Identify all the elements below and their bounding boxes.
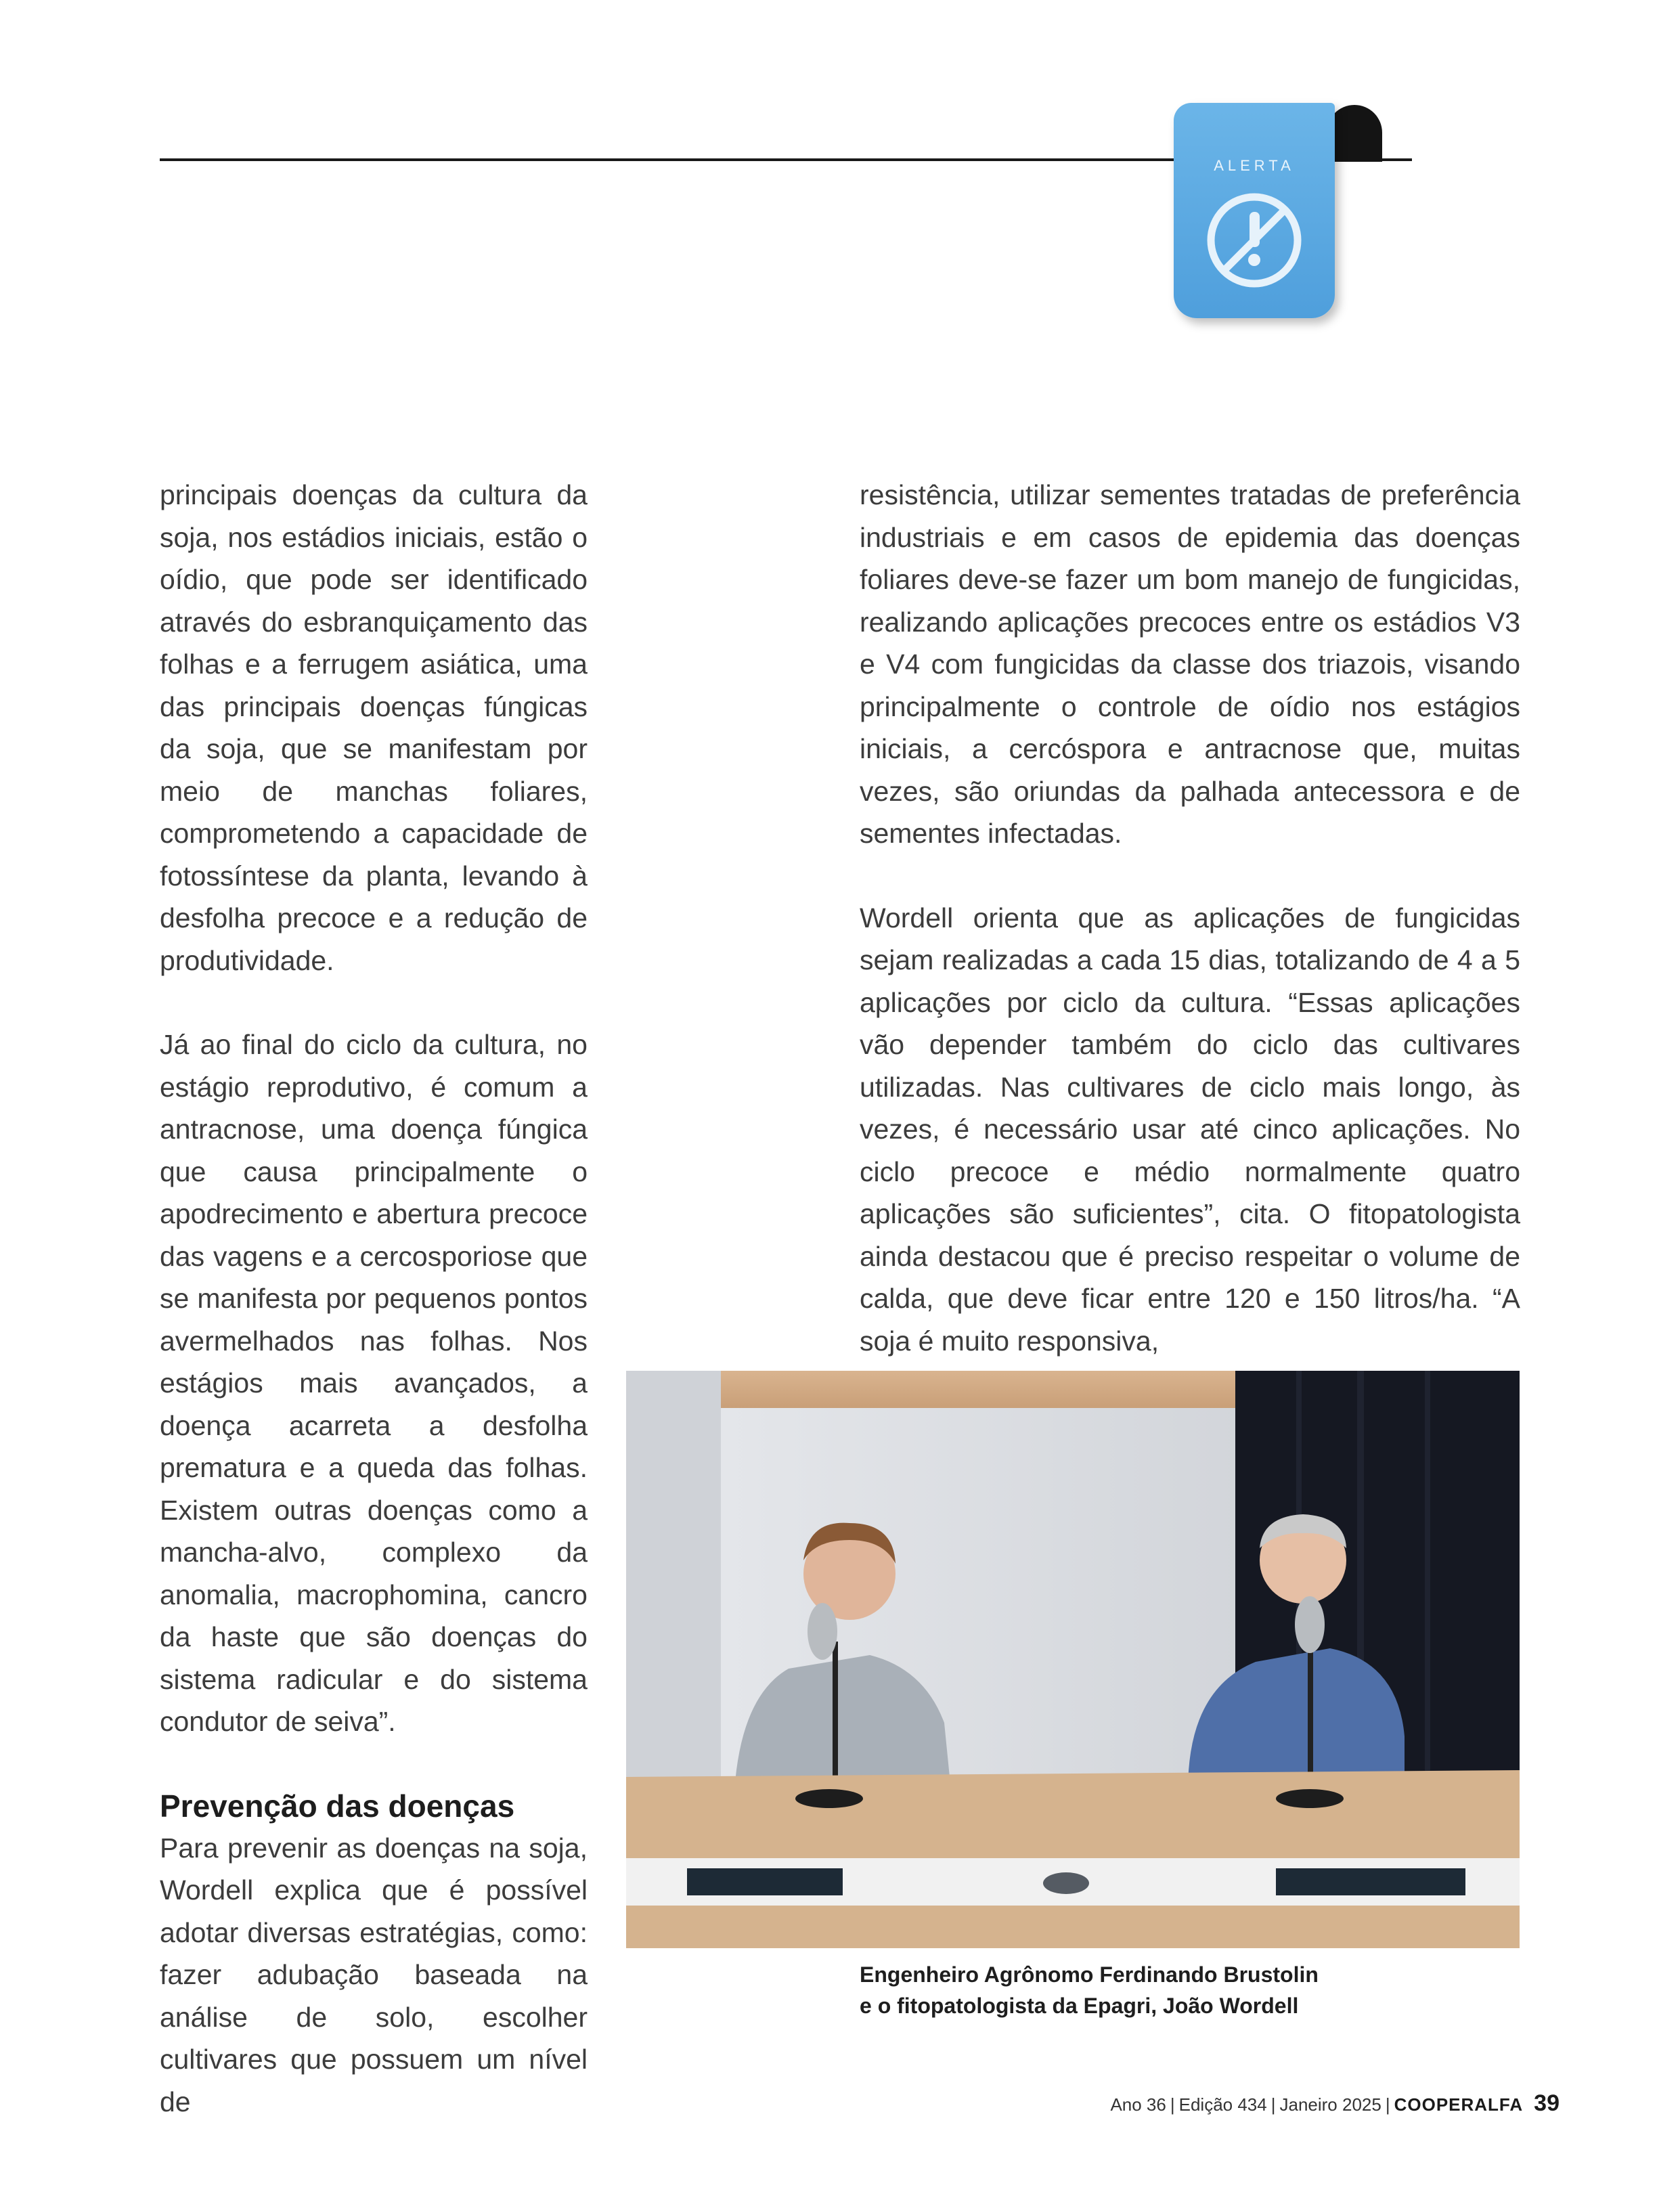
studio-photo-illustration: [626, 1371, 1520, 1948]
left-paragraph-3: Para prevenir as doenças na soja, Wordell explica que é possível adotar diversas estratégias, como: fazer adubação baseada na análise de solo, escolher cultivares que possuem um nível de: [160, 1832, 588, 2117]
footer-year: Ano 36: [1110, 2094, 1166, 2115]
footer-brand: COOPERALFA: [1394, 2094, 1524, 2115]
left-paragraph-2: Já ao final do ciclo da cultura, no estágio reprodutivo, é comum a antracnose, uma doença fúngica que causa principalmente o apodrecimento e abertura precoce das vagens e a cercosporiose que se manifesta por pequenos pontos avermelhados nas folhas. Nos estágios mais avançados, a doença acarreta a desfolha prematura e a queda das folhas. Existem outras doenças como a mancha-alvo, complexo da anomalia, macrophomina, cancro da haste que são doenças do sistema radicular e do sistema condutor de seiva”.: [160, 1029, 588, 1737]
no-exclamation-icon: [1203, 190, 1305, 291]
caption-line-2: e o fitopatologista da Epagri, João Wordell: [860, 1994, 1299, 2018]
studio-photo: [626, 1371, 1520, 1948]
right-column: [860, 474, 1520, 1362]
page-number: 39: [1534, 2090, 1560, 2116]
right-paragraph-1: resistência, utilizar sementes tratadas de preferência industriais e em casos de epidemia das doenças foliares deve-se fazer um bom manejo de fungicidas, realizando aplicações precoces entre os estádios V3 e V4 com fungicidas da classe dos triazois, visando principalmente o controle de oídio nos estágios iniciais, a cercóspora e antracnose que, muitas vezes, são oriundas da palhada antecessora e de sementes infectadas.: [860, 479, 1520, 849]
left-paragraph-1: principais doenças da cultura da soja, nos estádios iniciais, estão o oídio, que pode ser identificado através do esbranquiçamento das folhas e a ferrugem asiática, uma das principais doenças fúngicas da soja, que se manifestam por meio de manchas foliares, comprometendo a capacidade de fotossíntese da planta, levando à desfolha precoce e a redução de produtividade.: [160, 479, 588, 976]
caption-line-1: Engenheiro Agrônomo Ferdinando Brustolin: [860, 1962, 1319, 1987]
tag-curl: [1327, 105, 1382, 162]
footer-edition: Edição 434: [1178, 2094, 1267, 2115]
alert-tag: [1174, 103, 1335, 318]
photo-caption: [860, 1959, 1469, 2021]
alert-tag-label: ALERTA: [1214, 157, 1295, 174]
footer-date: Janeiro 2025: [1279, 2094, 1381, 2115]
right-paragraph-2: Wordell orienta que as aplicações de fungicidas sejam realizadas a cada 15 dias, totalizando de 4 a 5 aplicações por ciclo da cultura. “Essas aplicações vão depender também do ciclo das cultivares utilizadas. Nas cultivares de ciclo mais longo, às vezes, é necessário usar até cinco aplicações. No ciclo precoce e médio normalmente quatro aplicações são suficientes”, cita. O fitopatologista ainda destacou que é preciso respeitar o volume de calda, que deve ficar entre 120 e 150 litros/ha. “A soja é muito responsiva,: [860, 902, 1520, 1357]
left-column: [160, 474, 588, 2123]
section-subheading: Prevenção das doenças: [160, 1788, 515, 1824]
page-footer: Ano 36 | Edição 434 | Janeiro 2025 | COOPERALFA 39: [1110, 2090, 1560, 2116]
alert-tag-body: [1174, 103, 1335, 318]
